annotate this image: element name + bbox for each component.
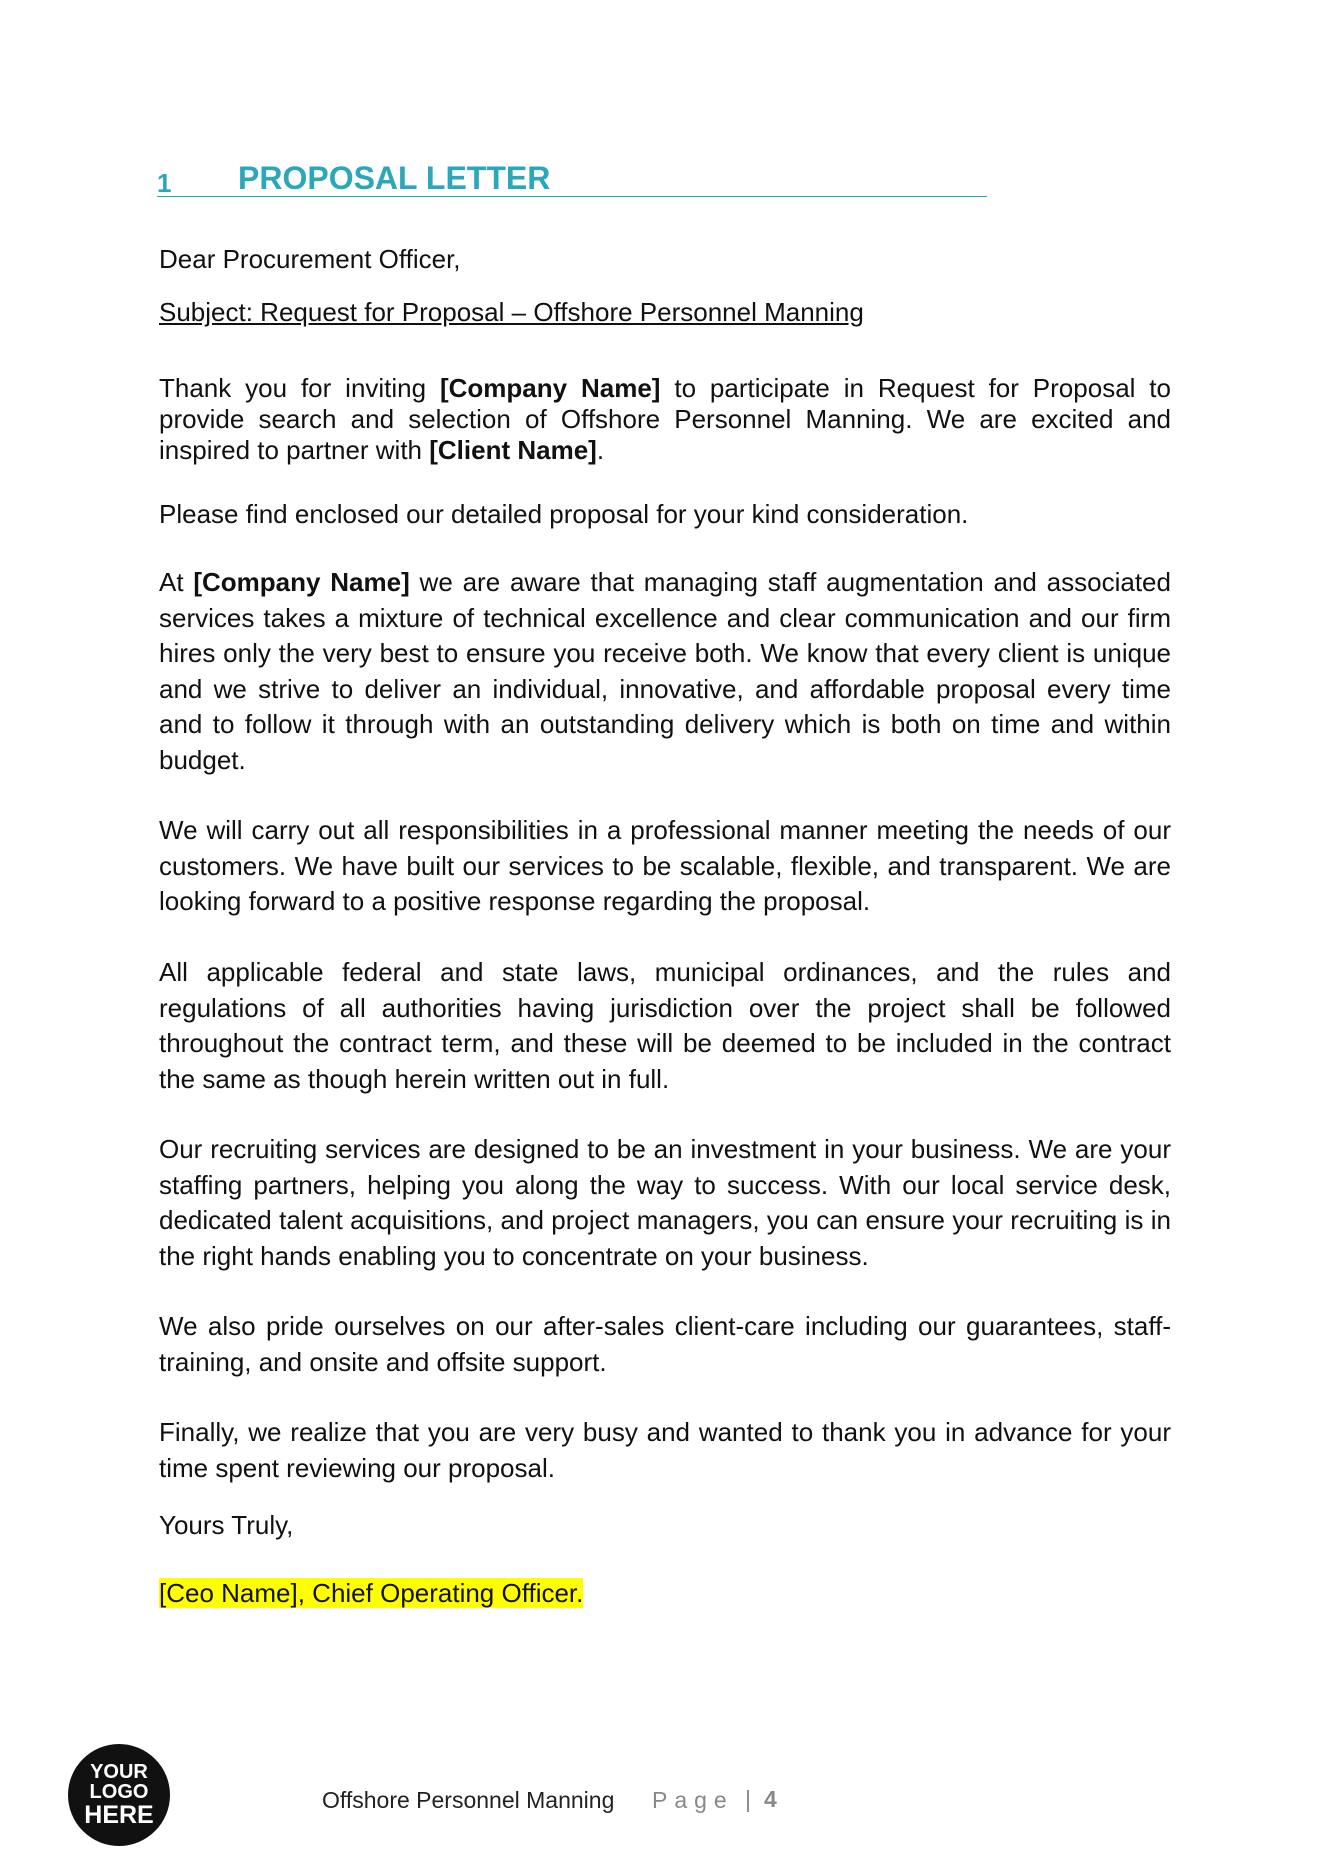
signature <box>159 1576 1171 1612</box>
footer-page-label: Page <box>652 1787 734 1813</box>
closing: Yours Truly, <box>159 1510 294 1540</box>
subject-line: Subject: Request for Proposal – Offshore Personnel Manning <box>159 297 864 327</box>
signature-highlight: [Ceo Name], Chief Operating Officer. <box>159 1578 584 1608</box>
client-placeholder: [Client Name] <box>429 435 597 465</box>
paragraph-enclosed: Please find enclosed our detailed proposal for your kind consideration. <box>159 499 969 529</box>
company-placeholder: [Company Name] <box>193 567 410 597</box>
section-title: PROPOSAL LETTER <box>238 160 551 196</box>
salutation: Dear Procurement Officer, <box>159 244 461 274</box>
paragraph-intro: Thank you for inviting [Company Name] to participate in Request for Proposal to provide search and selection of Offshore Personnel Manning. We are excited and inspired to partner with [Client Name]. <box>159 373 1171 465</box>
footer-separator: | <box>745 1786 751 1812</box>
paragraph-services: Our recruiting services are designed to be an investment in your business. We are your staffing partners, helping you along the way to success. With our local service desk, dedicated talent acquisitions, and project managers, you can ensure your recruiting is in the right hands enabling you to concentrate on your business. <box>159 1134 1171 1271</box>
section-heading <box>157 160 987 197</box>
section-number: 1 <box>157 168 172 198</box>
company-placeholder: [Company Name] <box>439 373 661 403</box>
logo: YOUR LOGO HERE <box>68 1744 170 1846</box>
paragraph-laws: All applicable federal and state laws, municipal ordinances, and the rules and regulations of all authorities having jurisdiction over the project shall be followed throughout the contract term, and these will be deemed to be included in the contract the same as though herein written out in full. <box>159 957 1171 1094</box>
paragraph-responsibilities: We will carry out all responsibilities in a professional manner meeting the needs of our customers. We have built our services to be scalable, flexible, and transparent. We are looking forward to a positive response regarding the proposal. <box>159 815 1171 916</box>
footer-title: Offshore Personnel Manning <box>322 1787 615 1813</box>
footer-page-number: 4 <box>764 1786 777 1812</box>
paragraph-thanks: Finally, we realize that you are very busy and wanted to thank you in advance for your time spent reviewing our proposal. <box>159 1417 1171 1483</box>
paragraph-aftersales: We also pride ourselves on our after-sales client-care including our guarantees, staff-training, and onsite and offsite support. <box>159 1311 1171 1377</box>
paragraph-about: At [Company Name] we are aware that managing staff augmentation and associated services takes a mixture of technical excellence and clear communication and our firm hires only the very best to ensure you receive both. We know that every client is unique and we strive to deliver an individual, innovative, and affordable proposal every time and to follow it through with an outstanding delivery which is both on time and within budget. <box>159 567 1171 775</box>
